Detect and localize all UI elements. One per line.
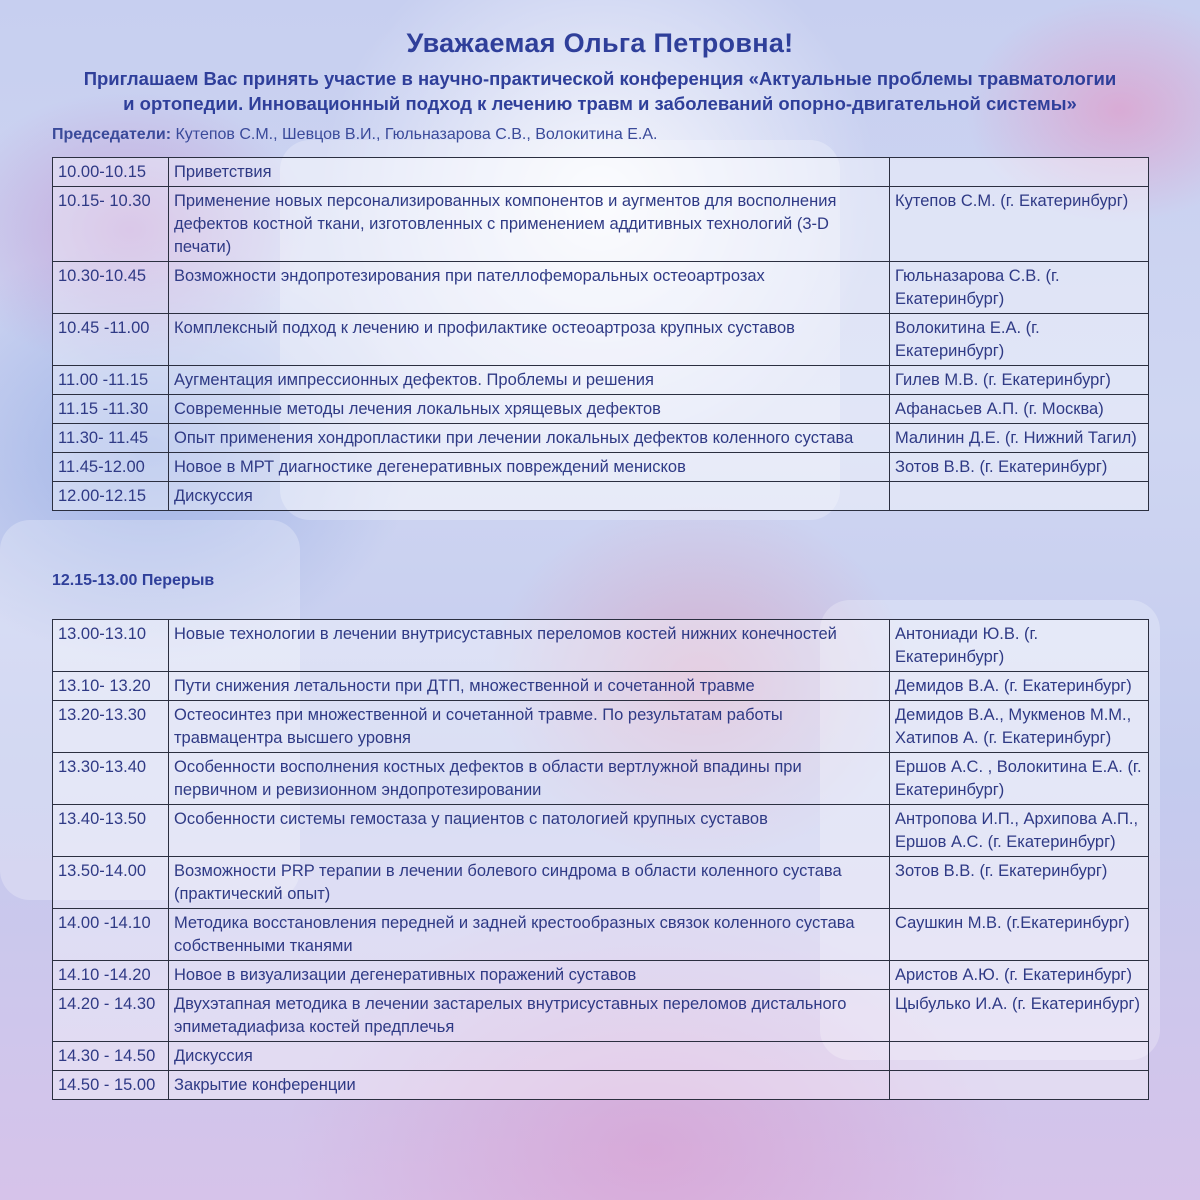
speaker-cell: Антропова И.П., Архипова А.П., Ершов А.С. (г. Екатеринбург) — [890, 805, 1149, 857]
schedule-row — [53, 395, 1149, 424]
schedule-row — [53, 158, 1149, 187]
schedule-row — [53, 482, 1149, 511]
time-cell: 13.50-14.00 — [53, 857, 169, 909]
time-cell: 11.30- 11.45 — [53, 424, 169, 453]
speaker-cell: Зотов В.В. (г. Екатеринбург) — [890, 857, 1149, 909]
speaker-cell: Цыбулько И.А. (г. Екатеринбург) — [890, 990, 1149, 1042]
topic-cell: Методика восстановления передней и задней крестообразных связок коленного сустава собственными тканями — [169, 909, 890, 961]
schedule-row — [53, 262, 1149, 314]
schedule-row — [53, 961, 1149, 990]
speaker-cell: Ершов А.С. , Волокитина Е.А. (г. Екатеринбург) — [890, 753, 1149, 805]
speaker-cell: Аристов А.Ю. (г. Екатеринбург) — [890, 961, 1149, 990]
schedule-row — [53, 314, 1149, 366]
speaker-cell: Антониади Ю.В. (г. Екатеринбург) — [890, 620, 1149, 672]
time-cell: 13.10- 13.20 — [53, 672, 169, 701]
speaker-cell: Волокитина Е.А. (г. Екатеринбург) — [890, 314, 1149, 366]
time-cell: 10.15- 10.30 — [53, 187, 169, 262]
chairs-label: Председатели: — [52, 126, 172, 143]
time-cell: 14.10 -14.20 — [53, 961, 169, 990]
speaker-cell: Саушкин М.В. (г.Екатеринбург) — [890, 909, 1149, 961]
schedule-row — [53, 753, 1149, 805]
speaker-cell: Малинин Д.Е. (г. Нижний Тагил) — [890, 424, 1149, 453]
schedule-row — [53, 620, 1149, 672]
speaker-cell: Кутепов С.М. (г. Екатеринбург) — [890, 187, 1149, 262]
topic-cell: Пути снижения летальности при ДТП, множественной и сочетанной травме — [169, 672, 890, 701]
topic-cell: Закрытие конференции — [169, 1071, 890, 1100]
schedule-row — [53, 366, 1149, 395]
topic-cell: Применение новых персонализированных компонентов и аугментов для восполнения дефектов костной ткани, изготовленных с применением аддитивных технологий (3-D печати) — [169, 187, 890, 262]
topic-cell: Комплексный подход к лечению и профилактике остеоартроза крупных суставов — [169, 314, 890, 366]
subtitle-line: и ортопедии. Инновационный подход к лечению травм и заболеваний опорно-двигательной системы» — [123, 93, 1077, 114]
chairs-line — [52, 126, 657, 144]
schedule-row — [53, 1071, 1149, 1100]
time-cell: 11.45-12.00 — [53, 453, 169, 482]
schedule-table-morning — [52, 157, 1149, 511]
speaker-cell — [890, 1071, 1149, 1100]
topic-cell: Приветствия — [169, 158, 890, 187]
schedule-row — [53, 857, 1149, 909]
break-label: 12.15-13.00 Перерыв — [52, 572, 215, 589]
speaker-cell — [890, 1042, 1149, 1071]
subtitle-line: Приглашаем Вас принять участие в научно-практической конференция «Актуальные проблемы травматологии — [83, 68, 1117, 89]
topic-cell: Современные методы лечения локальных хрящевых дефектов — [169, 395, 890, 424]
speaker-cell — [890, 158, 1149, 187]
speaker-cell: Афанасьев А.П. (г. Москва) — [890, 395, 1149, 424]
conference-invitation — [40, 66, 1160, 116]
schedule-table-afternoon — [52, 619, 1149, 1100]
topic-cell: Особенности системы гемостаза у пациентов с патологией крупных суставов — [169, 805, 890, 857]
time-cell: 13.30-13.40 — [53, 753, 169, 805]
time-cell: 12.00-12.15 — [53, 482, 169, 511]
time-cell: 13.20-13.30 — [53, 701, 169, 753]
time-cell: 14.30 - 14.50 — [53, 1042, 169, 1071]
time-cell: 10.00-10.15 — [53, 158, 169, 187]
schedule-row — [53, 672, 1149, 701]
topic-cell: Возможности PRP терапии в лечении болевого синдрома в области коленного сустава (практический опыт) — [169, 857, 890, 909]
topic-cell: Аугментация импрессионных дефектов. Проблемы и решения — [169, 366, 890, 395]
time-cell: 14.00 -14.10 — [53, 909, 169, 961]
speaker-cell — [890, 482, 1149, 511]
chairs-names: Кутепов С.М., Шевцов В.И., Гюльназарова С.В., Волокитина Е.А. — [171, 126, 658, 143]
time-cell: 10.45 -11.00 — [53, 314, 169, 366]
speaker-cell: Гилев М.В. (г. Екатеринбург) — [890, 366, 1149, 395]
topic-cell: Возможности эндопротезирования при пателлофеморальных остеоартрозах — [169, 262, 890, 314]
time-cell: 14.20 - 14.30 — [53, 990, 169, 1042]
schedule-row — [53, 453, 1149, 482]
schedule-row — [53, 1042, 1149, 1071]
topic-cell: Новое в визуализации дегенеративных поражений суставов — [169, 961, 890, 990]
schedule-row — [53, 805, 1149, 857]
page-title: Уважаемая Ольга Петровна! — [406, 28, 794, 58]
topic-cell: Остеосинтез при множественной и сочетанной травме. По результатам работы травмацентра высшего уровня — [169, 701, 890, 753]
speaker-cell: Зотов В.В. (г. Екатеринбург) — [890, 453, 1149, 482]
schedule-row — [53, 701, 1149, 753]
time-cell: 11.15 -11.30 — [53, 395, 169, 424]
topic-cell: Новые технологии в лечении внутрисуставных переломов костей нижних конечностей — [169, 620, 890, 672]
topic-cell: Опыт применения хондропластики при лечении локальных дефектов коленного сустава — [169, 424, 890, 453]
speaker-cell: Демидов В.А. (г. Екатеринбург) — [890, 672, 1149, 701]
topic-cell: Особенности восполнения костных дефектов в области вертлужной впадины при первичном и ревизионном эндопротезировании — [169, 753, 890, 805]
time-cell: 11.00 -11.15 — [53, 366, 169, 395]
time-cell: 14.50 - 15.00 — [53, 1071, 169, 1100]
topic-cell: Двухэтапная методика в лечении застарелых внутрисуставных переломов дистального эпиметадиафиза костей предплечья — [169, 990, 890, 1042]
time-cell: 13.00-13.10 — [53, 620, 169, 672]
time-cell: 13.40-13.50 — [53, 805, 169, 857]
time-cell: 10.30-10.45 — [53, 262, 169, 314]
topic-cell: Дискуссия — [169, 1042, 890, 1071]
topic-cell: Дискуссия — [169, 482, 890, 511]
speaker-cell: Гюльназарова С.В. (г. Екатеринбург) — [890, 262, 1149, 314]
speaker-cell: Демидов В.А., Мукменов М.М., Хатипов А. (г. Екатеринбург) — [890, 701, 1149, 753]
schedule-row — [53, 909, 1149, 961]
schedule-row — [53, 187, 1149, 262]
schedule-row — [53, 990, 1149, 1042]
schedule-row — [53, 424, 1149, 453]
topic-cell: Новое в МРТ диагностике дегенеративных повреждений менисков — [169, 453, 890, 482]
